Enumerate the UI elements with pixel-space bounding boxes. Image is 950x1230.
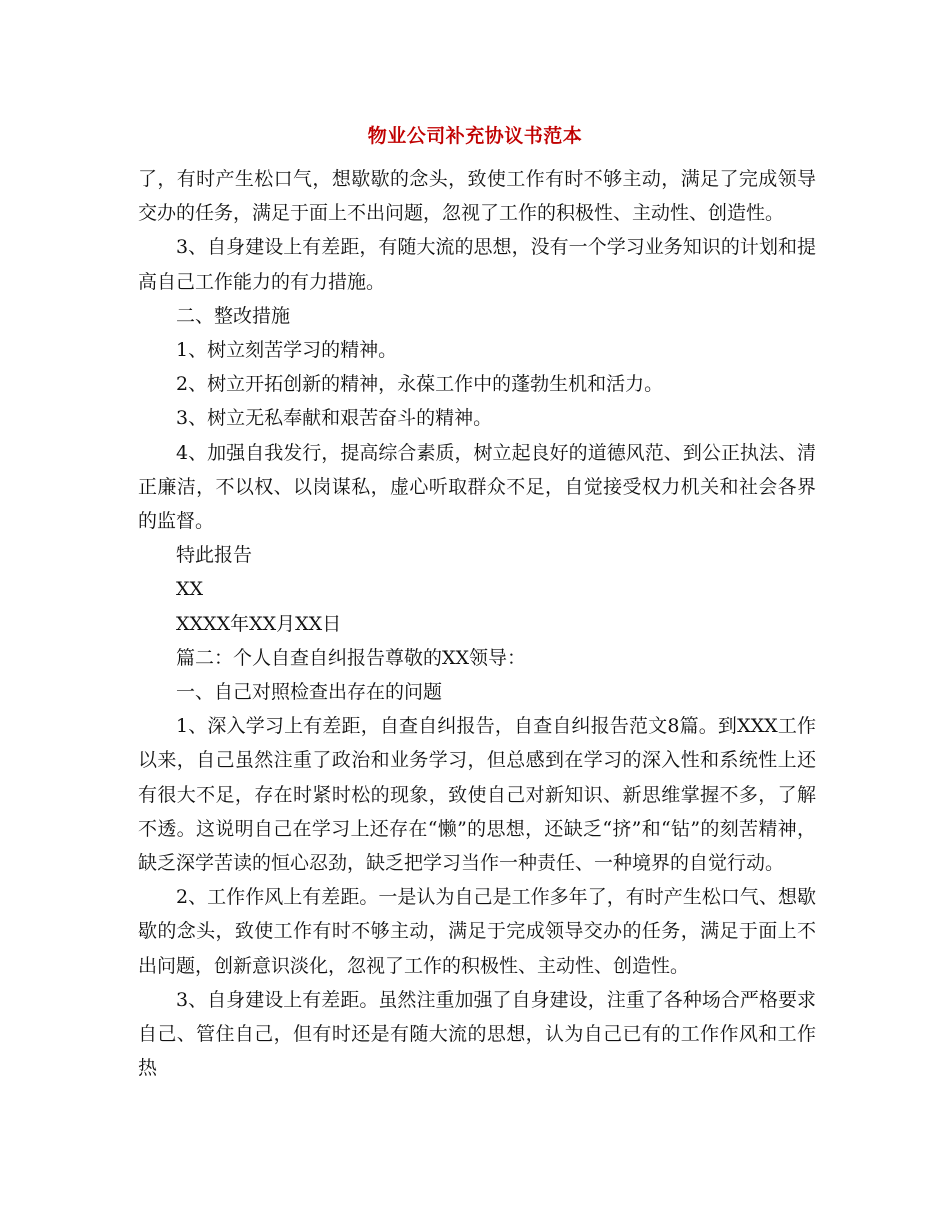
paragraph: 1、树立刻苦学习的精神。 xyxy=(176,339,398,362)
paragraph: 一、自己对照检查出存在的问题 xyxy=(176,681,443,704)
paragraph: 3、自身建设上有差距，有随大流的思想，没有一个学习业务知识的计划和提高自己工作能力的有力措施。 xyxy=(138,236,816,293)
paragraph: 了，有时产生松口气，想歇歇的念头，致使工作有时不够主动，满足了完成领导交办的任务，满足于面上不出问题，忽视了工作的积极性、主动性、创造性。 xyxy=(138,168,816,225)
document-title: 物业公司补充协议书范本 xyxy=(367,125,583,147)
paragraph: XX xyxy=(176,578,204,601)
paragraph: XXXX年XX月XX日 xyxy=(176,612,342,635)
paragraph: 2、工作作风上有差距。一是认为自己是工作多年了，有时产生松口气、想歇歇的念头，致使工作有时不够主动，满足于完成领导交办的任务，满足于面上不出问题，创新意识淡化，忽视了工作的积极性、主动性、创造性。 xyxy=(138,886,816,977)
paragraph: 3、自身建设上有差距。虽然注重加强了自身建设，注重了各种场合严格要求自己、管住自己，但有时还是有随大流的思想，认为自己已有的工作作风和工作热 xyxy=(138,988,816,1080)
paragraph: 1、深入学习上有差距，自查自纠报告，自查自纠报告范文8篇。到XXX工作以来，自己虽然注重了政治和业务学习，但总感到在学习的深入性和系统性上还有很大不足，存在时紧时松的现象，致使自己对新知识、新思维掌握不多，了解不透。这说明自己在学习上还存在“懒”的思想，还缺乏“挤”和“钻”的刻苦精神，缺乏深学苦读的恒心忍劲，缺乏把学习当作一种责任、一种境界的自觉行动。 xyxy=(138,715,816,875)
paragraph: 4、加强自我发行，提高综合素质，树立起良好的道德风范、到公正执法、清正廉洁，不以权、以岗谋私，虚心听取群众不足，自觉接受权力机关和社会各界的监督。 xyxy=(138,441,816,533)
paragraph: 2、树立开拓创新的精神，永葆工作中的蓬勃生机和活力。 xyxy=(176,373,664,396)
paragraph: 篇二：个人自查自纠报告尊敬的XX领导： xyxy=(176,646,527,669)
paragraph: 3、树立无私奉献和艰苦奋斗的精神。 xyxy=(176,407,493,430)
paragraph: 二、整改措施 xyxy=(176,304,291,327)
paragraph: 特此报告 xyxy=(176,544,253,567)
document-body xyxy=(138,162,816,1085)
